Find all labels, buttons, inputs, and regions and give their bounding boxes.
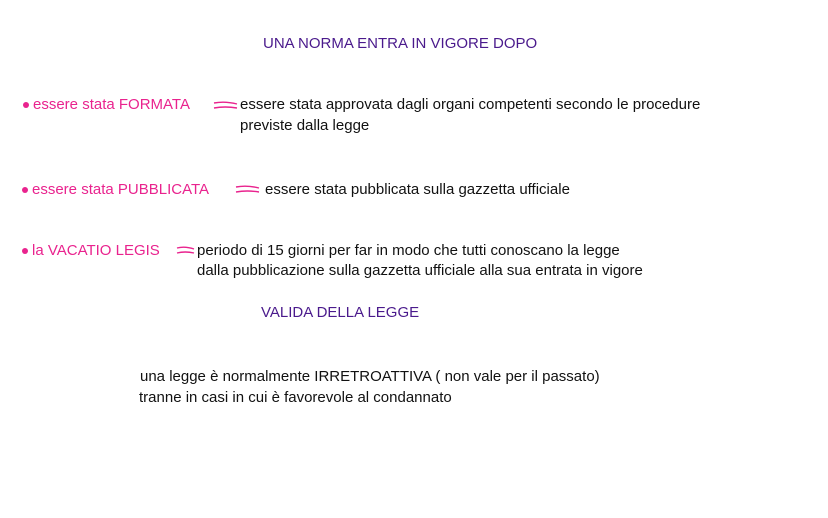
definition-line: previste dalla legge (240, 117, 370, 134)
definition-line: periodo di 15 giorni per far in modo che tutti conoscano la legge (197, 242, 620, 259)
note-line: tranne in casi in cui è favorevole al condannato (139, 389, 452, 406)
definition-line: essere stata pubblicata sulla gazzetta ufficiale (265, 181, 570, 198)
note-line: una legge è normalmente IRRETROATTIVA ( non vale per il passato) (140, 368, 600, 385)
definition-line: essere stata approvata dagli organi competenti secondo le procedure (240, 96, 701, 113)
bullet-dot-icon (23, 102, 29, 108)
bullet-dot-icon (22, 248, 28, 254)
term-label: essere stata PUBBLICATA (32, 181, 210, 198)
implies-arrow-icon (235, 184, 261, 196)
implies-arrow-icon (213, 100, 239, 112)
definition-line: dalla pubblicazione sulla gazzetta ufficiale alla sua entrata in vigore (197, 262, 643, 279)
bullet-dot-icon (22, 187, 28, 193)
term-label: essere stata FORMATA (33, 96, 190, 113)
page-title: UNA NORMA ENTRA IN VIGORE DOPO (263, 35, 538, 52)
section-title: VALIDA DELLA LEGGE (261, 304, 420, 321)
term-label: la VACATIO LEGIS (32, 242, 160, 259)
implies-arrow-icon (176, 245, 196, 257)
